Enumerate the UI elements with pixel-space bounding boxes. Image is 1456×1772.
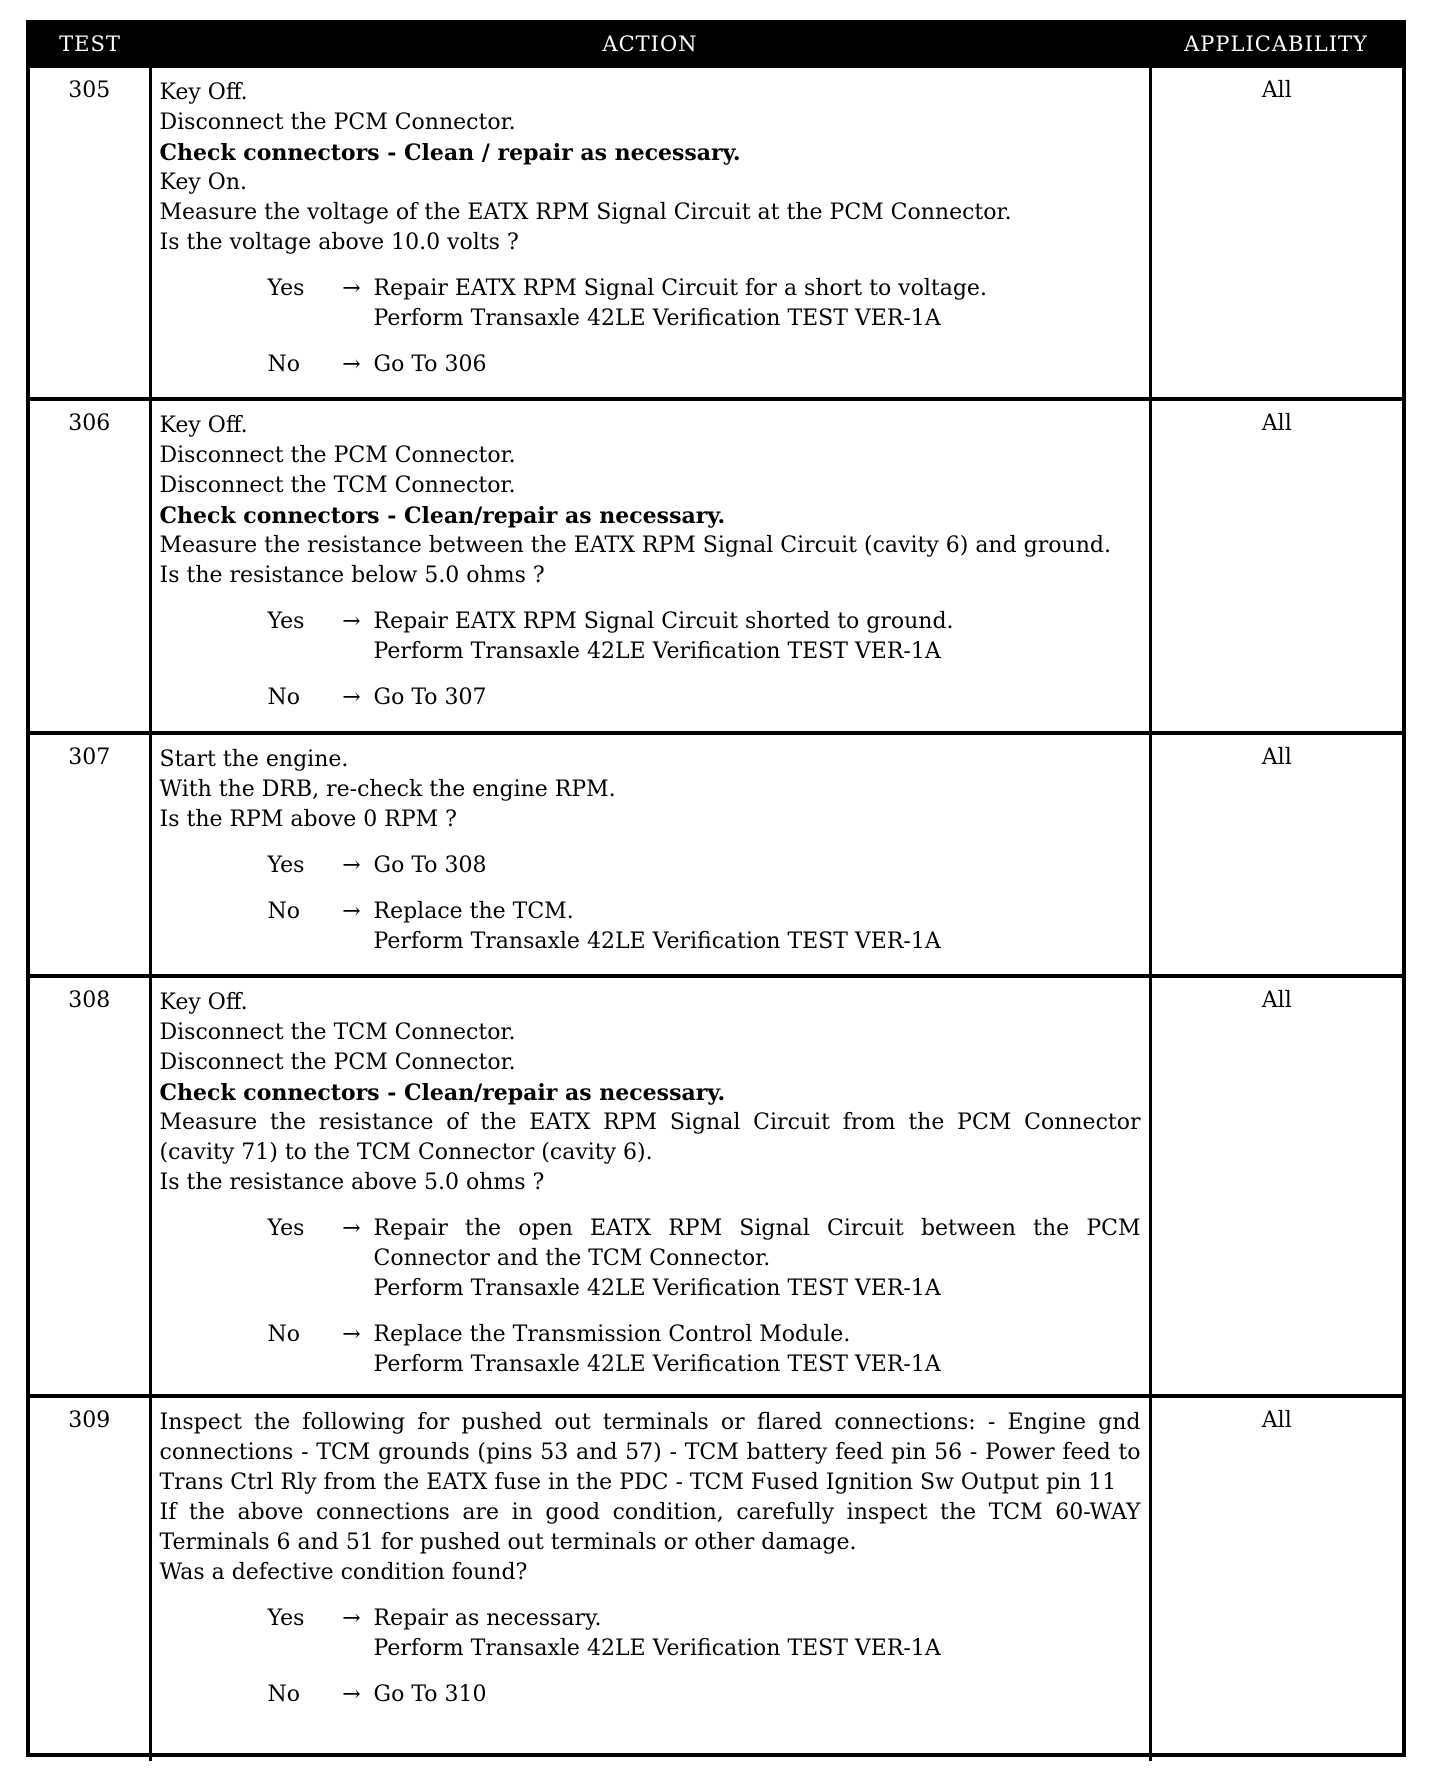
applicability-cell: All: [1150, 733, 1402, 976]
instruction-line: Start the engine.: [159, 747, 349, 772]
table-row: [30, 1396, 1402, 1761]
table-row: [30, 976, 1402, 1396]
answer-line: Perform Transaxle 42LE Verification TEST VER-1A: [373, 306, 941, 331]
answer-text: [374, 274, 1141, 334]
answer-line: Repair EATX RPM Signal Circuit for a short to voltage.: [373, 276, 987, 301]
answer-no: [268, 350, 1141, 380]
instruction-line: Key On.: [159, 170, 247, 195]
answer-label: Yes: [267, 609, 305, 634]
instruction-line: Is the resistance above 5.0 ohms ?: [159, 1170, 545, 1195]
arrow-right-icon: →: [342, 1216, 361, 1241]
answer-text: [374, 1214, 1141, 1304]
answer-no: [268, 683, 1141, 713]
diagnostic-test-table: [30, 24, 1402, 1761]
answer-label: No: [267, 685, 300, 710]
action-cell: [150, 66, 1150, 399]
instruction-emphasis: Check connectors - Clean/repair as necessary.: [159, 1080, 726, 1106]
answer-block: [160, 851, 1141, 957]
arrow-right-icon: →: [342, 899, 361, 924]
action-cell: [150, 733, 1150, 976]
answer-block: [160, 1604, 1141, 1710]
instruction-line: Is the resistance below 5.0 ohms ?: [159, 563, 545, 588]
instruction-line: Is the voltage above 10.0 volts ?: [159, 230, 519, 255]
instruction-line: Measure the resistance of the EATX RPM Signal Circuit from the PCM Connector (cavity 71) to the TCM Connector (cavity 6).: [159, 1110, 1141, 1165]
arrow-right-icon: →: [342, 685, 361, 710]
arrow-right-icon: →: [342, 609, 361, 634]
instruction-line: Was a defective condition found?: [159, 1560, 528, 1585]
answer-line: Replace the TCM.: [373, 899, 574, 924]
answer-text: [374, 683, 1141, 713]
instruction-line: Key Off.: [159, 80, 248, 105]
answer-block: [160, 607, 1141, 713]
applicability-cell: All: [1150, 1396, 1402, 1761]
answer-line: Go To 308: [373, 853, 487, 878]
answer-text: [374, 607, 1141, 667]
instruction-emphasis: Check connectors - Clean/repair as necessary.: [159, 503, 726, 529]
answer-text: [374, 1680, 1141, 1710]
answer-label: No: [267, 1322, 300, 1347]
answer-text: [374, 350, 1141, 380]
table-header-row: [30, 24, 1402, 66]
answer-text: [374, 1604, 1141, 1664]
instruction-line: Inspect the following for pushed out terminals or flared connections: - Engine gnd connections - TCM grounds (pins 53 and 57) - TCM battery feed pin 56 - Power feed to Trans Ctrl Rly from the EATX fuse in the PDC - TCM Fused Ignition Sw Output pin 11: [159, 1410, 1141, 1495]
instruction-line: Key Off.: [159, 990, 248, 1015]
answer-line: Repair the open EATX RPM Signal Circuit between the PCM Connector and the TCM Connector.: [373, 1216, 1141, 1271]
answer-line: Go To 306: [373, 352, 487, 377]
answer-label: Yes: [267, 853, 305, 878]
action-cell: [150, 399, 1150, 733]
applicability-cell: All: [1150, 66, 1402, 399]
answer-no: [268, 897, 1141, 957]
instruction-line: Measure the resistance between the EATX RPM Signal Circuit (cavity 6) and ground.: [159, 533, 1111, 558]
instruction-line: Measure the voltage of the EATX RPM Signal Circuit at the PCM Connector.: [159, 200, 1012, 225]
answer-line: Repair EATX RPM Signal Circuit shorted to ground.: [373, 609, 954, 634]
instruction-line: Is the RPM above 0 RPM ?: [159, 807, 457, 832]
arrow-right-icon: →: [342, 853, 361, 878]
answer-block: [160, 274, 1141, 380]
answer-label: No: [267, 899, 300, 924]
arrow-right-icon: →: [342, 352, 361, 377]
answer-yes: [268, 851, 1141, 881]
answer-yes: [268, 274, 1141, 334]
instruction-line: With the DRB, re-check the engine RPM.: [159, 777, 616, 802]
answer-line: Perform Transaxle 42LE Verification TEST VER-1A: [373, 1352, 941, 1377]
header-action: ACTION: [150, 24, 1150, 66]
table-row: [30, 66, 1402, 399]
answer-line: Perform Transaxle 42LE Verification TEST VER-1A: [373, 929, 941, 954]
answer-line: Perform Transaxle 42LE Verification TEST VER-1A: [373, 1276, 941, 1301]
instruction-line: Disconnect the TCM Connector.: [159, 473, 516, 498]
action-cell: [150, 1396, 1150, 1761]
answer-yes: [268, 1214, 1141, 1304]
table-row: [30, 733, 1402, 976]
instruction-line: Key Off.: [159, 413, 248, 438]
test-number: 309: [30, 1396, 150, 1761]
answer-label: Yes: [267, 1606, 305, 1631]
answer-label: No: [267, 352, 300, 377]
action-cell: [150, 976, 1150, 1396]
answer-block: [160, 1214, 1141, 1380]
answer-line: Replace the Transmission Control Module.: [373, 1322, 851, 1347]
instruction-line: Disconnect the PCM Connector.: [159, 443, 516, 468]
arrow-right-icon: →: [342, 1682, 361, 1707]
answer-line: Perform Transaxle 42LE Verification TEST VER-1A: [373, 1636, 941, 1661]
answer-text: [374, 897, 1141, 957]
answer-no: [268, 1680, 1141, 1710]
instruction-emphasis: Check connectors - Clean / repair as necessary.: [159, 140, 741, 166]
answer-line: Perform Transaxle 42LE Verification TEST VER-1A: [373, 639, 941, 664]
arrow-right-icon: →: [342, 1322, 361, 1347]
diagnostic-table-page: [26, 20, 1406, 1757]
answer-no: [268, 1320, 1141, 1380]
instruction-line: If the above connections are in good condition, carefully inspect the TCM 60-WAY Terminals 6 and 51 for pushed out terminals or other damage.: [159, 1500, 1141, 1555]
arrow-right-icon: →: [342, 276, 361, 301]
applicability-cell: All: [1150, 399, 1402, 733]
answer-yes: [268, 1604, 1141, 1664]
header-test: TEST: [30, 24, 150, 66]
test-number: 306: [30, 399, 150, 733]
answer-label: No: [267, 1682, 300, 1707]
answer-line: Go To 310: [373, 1682, 487, 1707]
instruction-line: Disconnect the TCM Connector.: [159, 1020, 516, 1045]
answer-text: [374, 851, 1141, 881]
answer-yes: [268, 607, 1141, 667]
applicability-cell: All: [1150, 976, 1402, 1396]
answer-text: [374, 1320, 1141, 1380]
test-number: 307: [30, 733, 150, 976]
instruction-line: Disconnect the PCM Connector.: [159, 1050, 516, 1075]
arrow-right-icon: →: [342, 1606, 361, 1631]
test-number: 308: [30, 976, 150, 1396]
answer-label: Yes: [267, 276, 305, 301]
answer-line: Repair as necessary.: [373, 1606, 602, 1631]
table-row: [30, 399, 1402, 733]
answer-label: Yes: [267, 1216, 305, 1241]
instruction-line: Disconnect the PCM Connector.: [159, 110, 516, 135]
test-number: 305: [30, 66, 150, 399]
answer-line: Go To 307: [373, 685, 487, 710]
header-applicability: APPLICABILITY: [1150, 24, 1402, 66]
